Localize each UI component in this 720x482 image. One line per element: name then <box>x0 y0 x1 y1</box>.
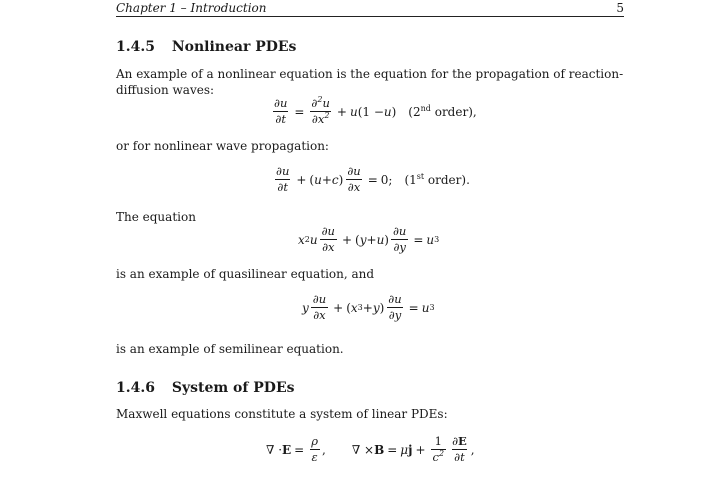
section-number: 1.4.6 <box>116 380 155 396</box>
semilinear-text: is an example of semilinear equation. <box>116 342 344 356</box>
fraction-du-dx: $\frac{\partial u}{\partial x}$ <box>312 292 327 322</box>
equation-label: (1st order). <box>404 171 470 187</box>
the-equation-text: The equation <box>116 210 196 224</box>
fraction-d2u-dx2: $\frac{\partial^2u}{\partial x^2}$ <box>311 95 330 126</box>
section-heading-1-4-5 <box>116 39 296 55</box>
semilinear-equation: y $\frac{\partial u}{\partial x}$ + ( x 3 + y ) $\frac{\partial u}{\partial y}$ = u 3 <box>302 292 435 322</box>
fraction-du-dx: $\frac{\partial u}{\partial x}$ <box>321 224 335 254</box>
section-title: Nonlinear PDEs <box>171 39 297 55</box>
intro-paragraph: An example of a nonlinear equation is the equation for the propagation of reaction-diffusion waves: <box>116 67 624 97</box>
fraction-rho-epsilon: $\frac{\rho}{\varepsilon}$ <box>311 434 318 464</box>
maxwell-equations: ∇ · E = $\frac{\rho}{\varepsilon}$ , ∇ × B = μ j + $\frac{1}{c^2}$ $\frac{\partial E}{\partial t}$ , <box>266 434 475 464</box>
page-number: 5 <box>616 1 624 15</box>
maxwell-intro: Maxwell equations constitute a system of linear PDEs: <box>116 407 448 421</box>
equation-label: (2nd order), <box>408 103 477 119</box>
running-header <box>116 0 624 17</box>
fraction-du-dy: $\frac{\partial u}{\partial y}$ <box>392 224 407 254</box>
wave-propagation-equation: $\frac{\partial u}{\partial t}$ + ( u + c ) $\frac{\partial u}{\partial x}$ = 0; (1st order). <box>276 164 470 194</box>
quasilinear-text: is an example of quasilinear equation, and <box>116 267 375 281</box>
section-number: 1.4.5 <box>116 39 155 55</box>
between-paragraph: or for nonlinear wave propagation: <box>116 139 329 153</box>
fraction-du-dt: $\frac{\partial u}{\partial t}$ <box>274 96 288 126</box>
section-title: System of PDEs <box>171 380 295 396</box>
chapter-title: Chapter 1 – Introduction <box>116 1 267 15</box>
fraction-du-dt: $\frac{\partial u}{\partial t}$ <box>276 164 290 194</box>
fraction-du-dy: $\frac{\partial u}{\partial y}$ <box>388 292 402 322</box>
reaction-diffusion-equation: $\frac{\partial u}{\partial t}$ = $\frac{\partial^2u}{\partial x^2}$ + u (1 − u ) (2nd order), <box>274 95 477 126</box>
section-heading-1-4-6 <box>116 380 295 396</box>
fraction-du-dx: $\frac{\partial u}{\partial x}$ <box>347 164 361 194</box>
quasilinear-equation: x 2 u $\frac{\partial u}{\partial x}$ + ( y + u ) $\frac{\partial u}{\partial y}$ = u 3 <box>298 224 440 254</box>
fraction-dE-dt: $\frac{\partial E}{\partial t}$ <box>452 434 467 464</box>
fraction-one-over-c2: $\frac{1}{c^2}$ <box>432 434 445 464</box>
